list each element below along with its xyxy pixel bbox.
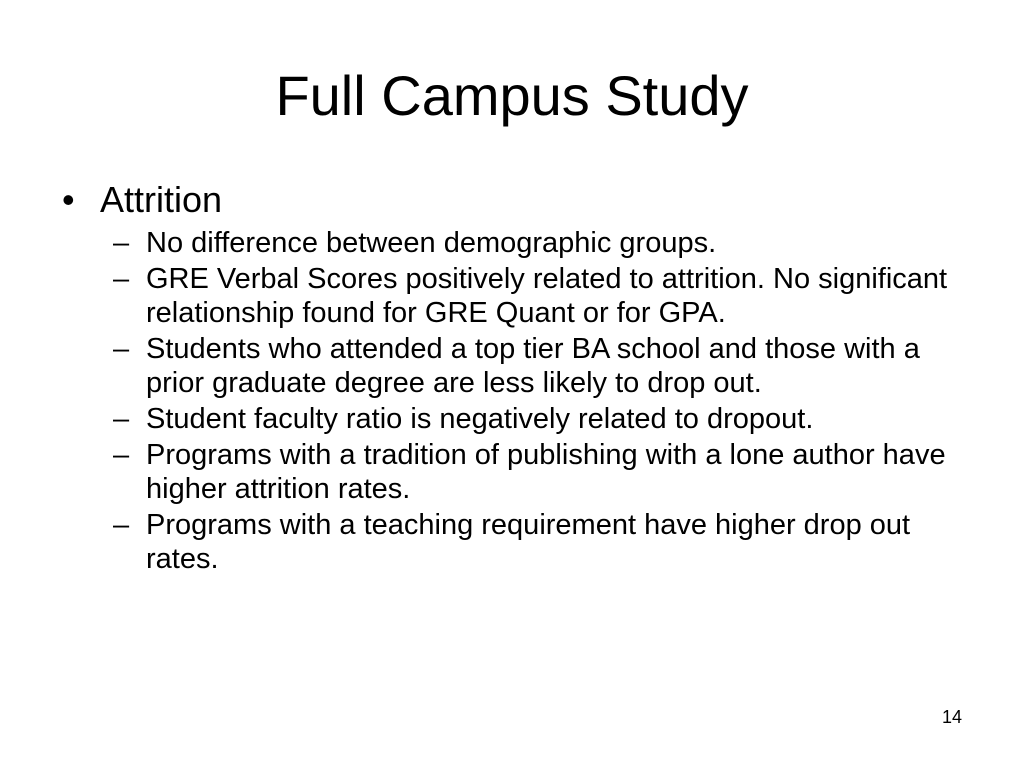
page-number: 14 <box>941 707 962 727</box>
dash-icon: – <box>113 509 130 541</box>
sub-bullet-item <box>113 438 966 506</box>
sub-bullet-item <box>113 262 966 330</box>
sub-bullet-item <box>113 402 966 436</box>
sub-bullet-text: Programs with a tradition of publishing with a lone author have higher attrition rates. <box>146 439 946 505</box>
sub-bullet-text: No difference between demographic groups. <box>146 227 717 259</box>
sub-bullet-text: Students who attended a top tier BA school and those with a prior graduate degree are less likely to drop out. <box>146 333 920 399</box>
slide-title: Full Campus Study <box>275 64 749 127</box>
slide-body <box>0 180 1024 578</box>
dash-icon: – <box>113 227 130 259</box>
sub-bullet-list <box>0 226 1024 576</box>
dash-icon: – <box>113 403 130 435</box>
sub-bullet-item <box>113 508 966 576</box>
bullet-icon: • <box>62 179 75 220</box>
bullet-attrition <box>62 179 1024 222</box>
dash-icon: – <box>113 439 130 471</box>
sub-bullet-item <box>113 226 966 260</box>
sub-bullet-text: GRE Verbal Scores positively related to attrition. No significant relationship found for GRE Quant or for GPA. <box>146 263 948 329</box>
sub-bullet-text: Programs with a teaching requirement have higher drop out rates. <box>146 509 911 575</box>
sub-bullet-item <box>113 332 966 400</box>
sub-bullet-text: Student faculty ratio is negatively related to dropout. <box>146 403 814 435</box>
dash-icon: – <box>113 333 130 365</box>
dash-icon: – <box>113 263 130 295</box>
bullet-text: Attrition <box>100 179 223 220</box>
